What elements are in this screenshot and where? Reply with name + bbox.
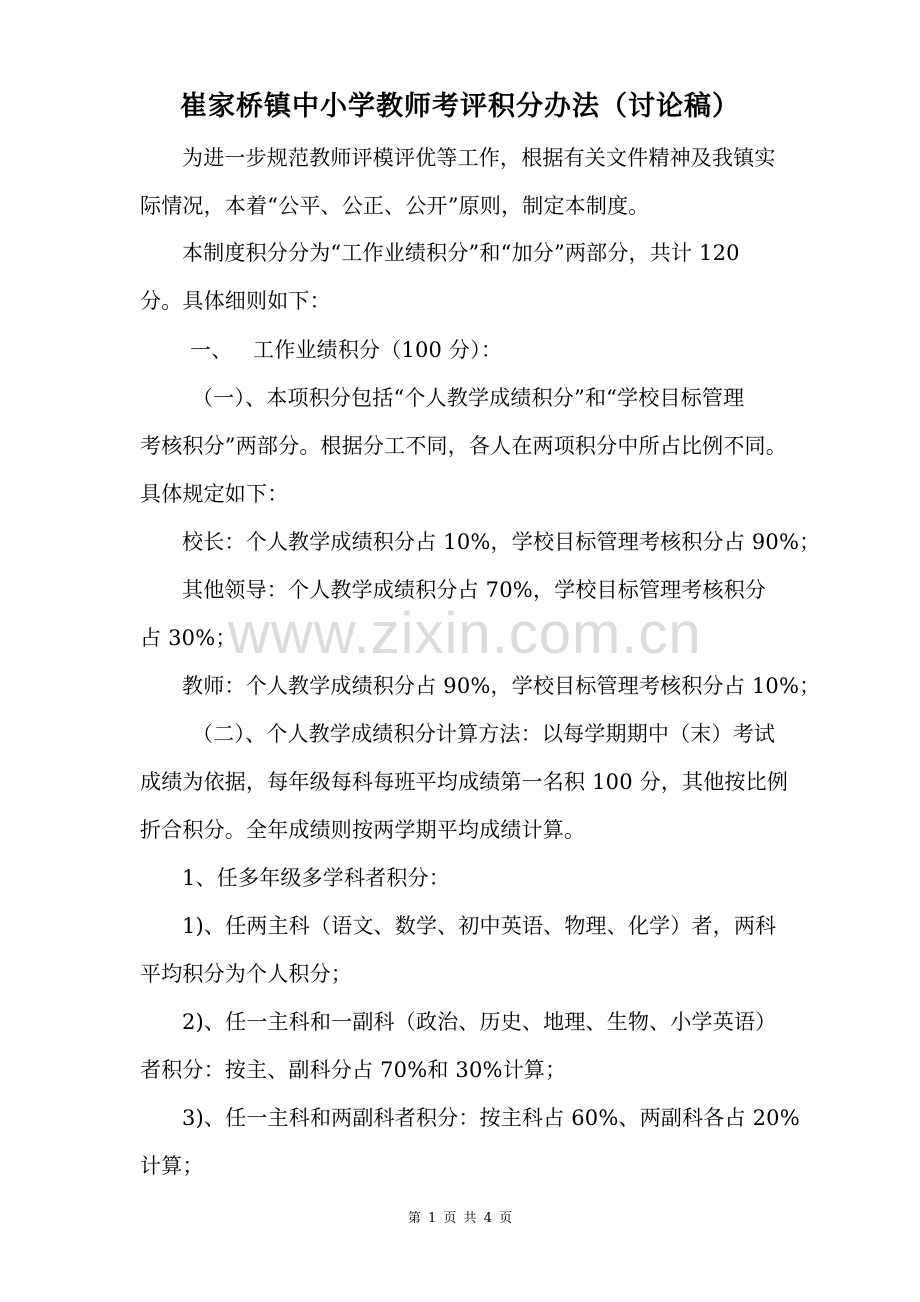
paragraph-line: 3)、任一主科和两副科者积分：按主科占 60%、两副科各占 20% <box>182 1106 800 1130</box>
paragraph-line: 本制度积分分为“工作业绩积分”和“加分”两部分，共计 120 <box>182 241 740 265</box>
paragraph-line: 教师：个人教学成绩积分占 90%，学校目标管理考核积分占 10%； <box>182 674 821 698</box>
paragraph-line: （二）、个人教学成绩积分计算方法：以每学期期中（末）考试 <box>192 722 776 746</box>
paragraph-line: 校长：个人教学成绩积分占 10%，学校目标管理考核积分占 90%； <box>182 530 821 554</box>
paragraph-line: 其他领导：个人教学成绩积分占 70%，学校目标管理考核积分 <box>182 578 767 602</box>
paragraph-line: 计算； <box>140 1154 204 1178</box>
paragraph-line: 占 30%； <box>140 626 237 650</box>
paragraph-line: 成绩为依据，每年级每科每班平均成绩第一名积 100 分，其他按比例 <box>140 770 789 794</box>
paragraph-line: 者积分：按主、副科分占 70%和 30%计算； <box>140 1058 567 1082</box>
paragraph-line: 考核积分”两部分。根据分工不同，各人在两项积分中所占比例不同。 <box>140 434 787 458</box>
paragraph-line: 际情况，本着“公平、公正、公开”原则，制定本制度。 <box>140 194 650 218</box>
paragraph-line: 1、任多年级多学科者积分： <box>182 866 450 890</box>
document-title: 崔家桥镇中小学教师考评积分办法（讨论稿） <box>180 91 740 122</box>
section-heading: 一、 工作业绩积分（100 分）： <box>190 338 503 362</box>
paragraph-line: 折合积分。全年成绩则按两学期平均成绩计算。 <box>140 818 586 842</box>
paragraph-line: 分。具体细则如下： <box>140 289 331 313</box>
paragraph-line: （一）、本项积分包括“个人教学成绩积分”和“学校目标管理 <box>192 386 745 410</box>
paragraph-line: 1)、任两主科（语文、数学、初中英语、物理、化学）者，两科 <box>182 914 777 938</box>
page-footer: 第 1 页 共 4 页 <box>407 1211 513 1226</box>
paragraph-line: 为进一步规范教师评模评优等工作，根据有关文件精神及我镇实 <box>182 146 776 170</box>
paragraph-line: 平均积分为个人积分； <box>140 962 352 986</box>
paragraph-line: 具体规定如下： <box>140 482 289 506</box>
paragraph-line: 2)、任一主科和一副科（政治、历史、地理、生物、小学英语） <box>182 1010 777 1034</box>
watermark: www.zixin.com.cn <box>228 601 702 666</box>
